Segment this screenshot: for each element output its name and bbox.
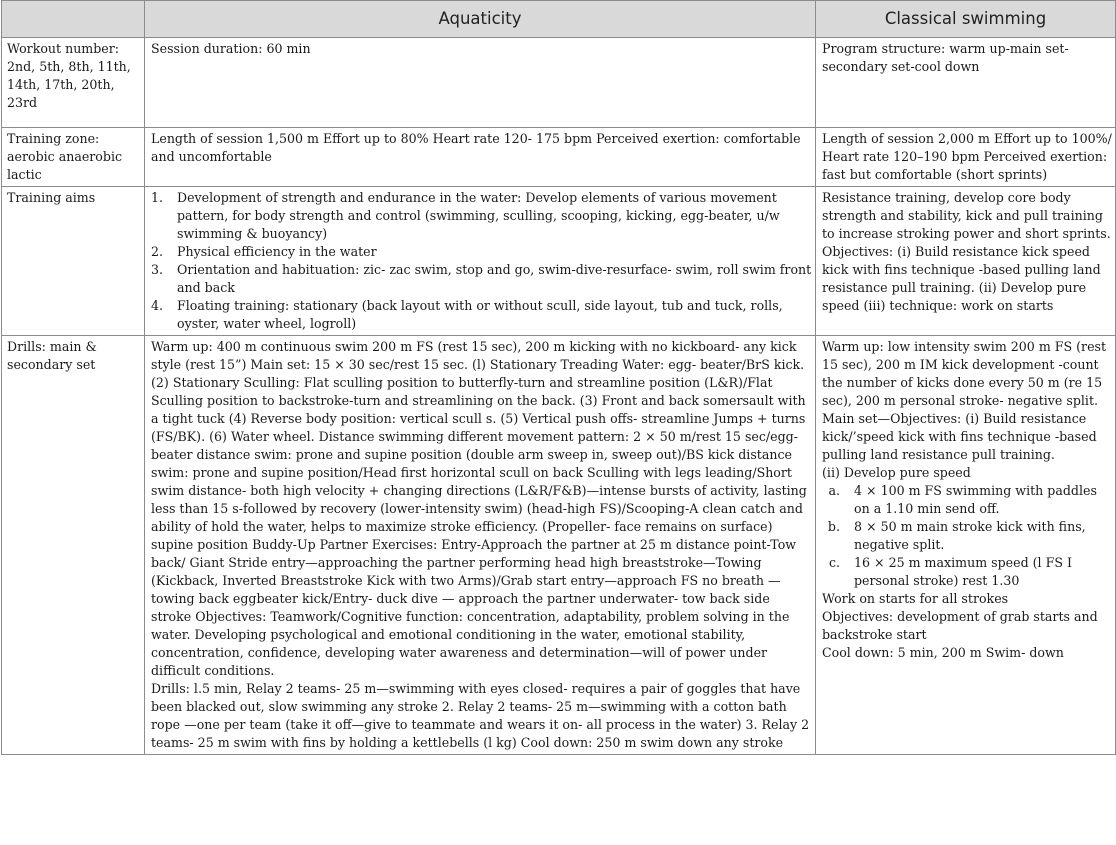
list-number: 3. (151, 262, 164, 277)
list-letter: a. (828, 483, 840, 498)
list-letter: c. (828, 555, 840, 570)
header-aquaticity: Aquaticity (145, 1, 816, 38)
aquaticity-cell (145, 187, 816, 336)
drills-paragraph-main: Warm up: 400 m continuous swim 200 m FS (rest 15 sec), 200 m kicking with no kickboard- any kick style (rest 15”) Main set: 15 × 30 sec/rest 15 sec. (l) Stationary Treading Water: egg- beater/BrS kick. (2) Stationary Sculling: Flat sculling position to butterfly-turn and streamline position (L&R)/Flat Sculling position to backstroke-turn and streamlining on the back. (3) Front and back somersault with a tight tuck (4) Reverse body position: vertical scull s. (5) Vertical push offs- streamline Jumps + turns (FS/BK). (6) Water wheel. Distance swimming different movement pattern: 2 × 50 m/rest 15 sec/egg- beater distance swim: prone and supine position (double arm sweep in, sweep out)/BS kick distance swim: prone and supine position/Head first horizontal scull on back Sculling with legs leading/Short swim distance- both high velocity + changing directions (L&R/F&B)—intense bursts of activity, lasting less than 15 s-followed by recovery (lower-intensity swim) (head-high FS)/Scooping-A clean catch and ability of hold the water, helps to maximize stroke efficiency. (Propeller- face remains on surface) supine position Buddy-Up Partner Exercises: Entry-Approach the partner at 25 m distance point-Tow back/ Giant Stride entry—approaching the partner performing head high breaststroke—Towing (Kickback, Inverted Breaststroke Kick with two Arms)/Grab start entry—approach FS no breath — towing back eggbeater kick/Entry- duck dive — approach the partner underwater- tow back side stroke Objectives: Teamwork/Cognitive function: concentration, adaptability, problem solving in the water. Developing psychological and emotional conditioning in the water, emotional stability, concentration, confidence, developing water awareness and determination—will of power under difficult conditions. (151, 339, 807, 678)
classical-cooldown-text: Cool down: 5 min, 200 m Swim- down (822, 645, 1064, 660)
row-label: Training zone: aerobic anaerobic lactic (2, 128, 145, 187)
table-row-training-aims (2, 187, 1116, 336)
aquaticity-cell: Session duration: 60 min (145, 38, 816, 128)
list-text: Development of strength and endurance in the water: Develop elements of various movement pattern, for body strength and control (swimming, sculling, scooping, kicking, egg-beater, u/w swimming & buoyancy) (177, 190, 780, 241)
list-text: 4 × 100 m FS swimming with paddles on a 1.10 min send off. (854, 483, 1097, 516)
classical-cell (816, 336, 1116, 755)
row-label: Training aims (2, 187, 145, 336)
aims-list (151, 189, 812, 333)
classical-cell: Program structure: warm up-main set-secondary set-cool down (816, 38, 1116, 128)
classical-cell: Length of session 2,000 m Effort up to 100%/ Heart rate 120–190 bpm Perceived exertion: fast but comfortable (short sprints) (816, 128, 1116, 187)
classical-cell: Resistance training, develop core body strength and stability, kick and pull training to increase stroking power and short sprints. Objectives: (i) Build resistance kick speed kick with fins technique -based pulling land resistance pull training. (ii) Develop pure speed (iii) technique: work on starts (816, 187, 1116, 336)
header-row (2, 1, 1116, 38)
list-item (151, 189, 812, 243)
speed-list (822, 482, 1112, 590)
list-number: 1. (151, 190, 164, 205)
list-text: Floating training: stationary (back layout with or without scull, side layout, tub and tuck, rolls, oyster, water wheel, logroll) (177, 298, 783, 331)
list-item (822, 554, 1112, 590)
list-item (151, 261, 812, 297)
drills-paragraph-relay: Drills: l.5 min, Relay 2 teams- 25 m—swimming with eyes closed- requires a pair of goggles that have been blacked out, slow swimming any stroke 2. Relay 2 teams- 25 m—swimming with a cotton bath rope —one per team (take it off—give to teammate and wears it on- all process in the water) 3. Relay 2 teams- 25 m swim with fins by holding a kettlebells (l kg) Cool down: 250 m swim down any stroke (151, 681, 810, 750)
list-item (151, 297, 812, 333)
row-label: Drills: main & secondary set (2, 336, 145, 755)
table-row-workout (2, 38, 1116, 128)
header-classical-swimming: Classical swimming (816, 1, 1116, 38)
list-text: 16 × 25 m maximum speed (l FS I personal stroke) rest 1.30 (854, 555, 1072, 588)
list-item (822, 518, 1112, 554)
list-text: Orientation and habituation: zic- zac swim, stop and go, swim-dive-resurface- swim, roll swim front and back (177, 262, 812, 295)
list-number: 2. (151, 244, 164, 259)
table-row-training-zone (2, 128, 1116, 187)
classical-warmup-text: Warm up: low intensity swim 200 m FS (rest 15 sec), 200 m IM kick development -count the number of kicks done every 50 m (re 15 sec), 200 m personal stroke- negative split. Main set—Objectives: (i) Build resistance kick/’speed kick with fins technique -based pulling land resistance pull training. (822, 339, 1107, 462)
classical-subheading: (ii) Develop pure speed (822, 465, 971, 480)
aquaticity-cell (145, 336, 816, 755)
aquaticity-cell: Length of session 1,500 m Effort up to 80% Heart rate 120- 175 bpm Perceived exertion: comfortable and uncomfortable (145, 128, 816, 187)
list-item (151, 243, 812, 261)
classical-objectives-text: Objectives: development of grab starts and backstroke start (822, 609, 1098, 642)
list-text: 8 × 50 m main stroke kick with fins, negative split. (854, 519, 1086, 552)
table-row-drills (2, 336, 1116, 755)
classical-starts-text: Work on starts for all strokes (822, 591, 1009, 606)
list-letter: b. (827, 519, 840, 534)
list-text: Physical efficiency in the water (177, 244, 377, 259)
row-label: Workout number: 2nd, 5th, 8th, 11th, 14th, 17th, 20th, 23rd (2, 38, 145, 128)
list-number: 4. (151, 298, 164, 313)
list-item (822, 482, 1112, 518)
comparison-table (1, 0, 1116, 755)
header-empty (2, 1, 145, 38)
